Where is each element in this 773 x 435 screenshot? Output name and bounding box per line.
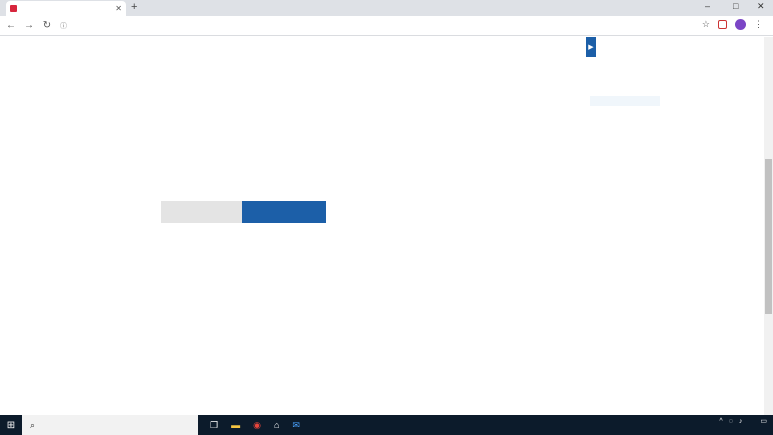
tab-afternoon[interactable] [242, 201, 326, 223]
store-icon[interactable]: ⌂ [273, 419, 280, 430]
minimize-icon[interactable]: – [705, 1, 711, 11]
file-explorer-icon[interactable]: ▬ [231, 419, 241, 430]
next-month-icon[interactable]: ▶ [586, 37, 596, 57]
mail-icon[interactable]: ✉ [292, 419, 300, 430]
taskbar-search[interactable] [22, 415, 198, 435]
task-view-icon[interactable]: ❐ [210, 419, 219, 430]
site-favicon-icon [10, 5, 17, 12]
back-icon[interactable]: ← [6, 20, 16, 31]
extension-icon[interactable] [718, 20, 727, 29]
close-window-icon[interactable]: ✕ [757, 1, 765, 11]
calendar-top-row [179, 37, 586, 42]
scrollbar-thumb[interactable] [765, 159, 772, 314]
close-tab-icon[interactable]: ✕ [115, 4, 122, 13]
new-tab-icon[interactable]: + [131, 1, 138, 13]
chrome-icon[interactable]: ◉ [253, 419, 261, 430]
browser-toolbar [0, 16, 773, 36]
browser-tabstrip [0, 0, 773, 16]
forward-icon[interactable]: → [24, 20, 34, 31]
network-icon[interactable]: ◌ [728, 417, 733, 425]
windows-taskbar [0, 415, 773, 435]
search-icon: ⌕ [30, 419, 36, 430]
browser-tab[interactable] [6, 1, 126, 16]
bookmark-star-icon[interactable]: ☆ [701, 19, 710, 29]
notifications-icon[interactable]: ▭ [760, 418, 767, 425]
faint-tooltip [590, 96, 660, 106]
reload-icon[interactable]: ↻ [42, 20, 52, 31]
tab-morning[interactable] [161, 201, 242, 223]
info-icon[interactable]: ⓘ [60, 22, 67, 30]
menu-icon[interactable]: ⋮ [754, 19, 763, 29]
page-content [0, 37, 773, 415]
volume-icon[interactable]: ♪ [738, 417, 743, 425]
page-scrollbar[interactable] [764, 37, 773, 415]
windows-start-icon[interactable]: ⊞ [6, 419, 16, 431]
maximize-icon[interactable]: □ [733, 1, 739, 11]
time-tabs [161, 201, 326, 223]
address-bar[interactable] [60, 21, 71, 31]
profile-avatar[interactable] [735, 19, 746, 30]
tray-chevron-icon[interactable]: ^ [719, 417, 723, 425]
